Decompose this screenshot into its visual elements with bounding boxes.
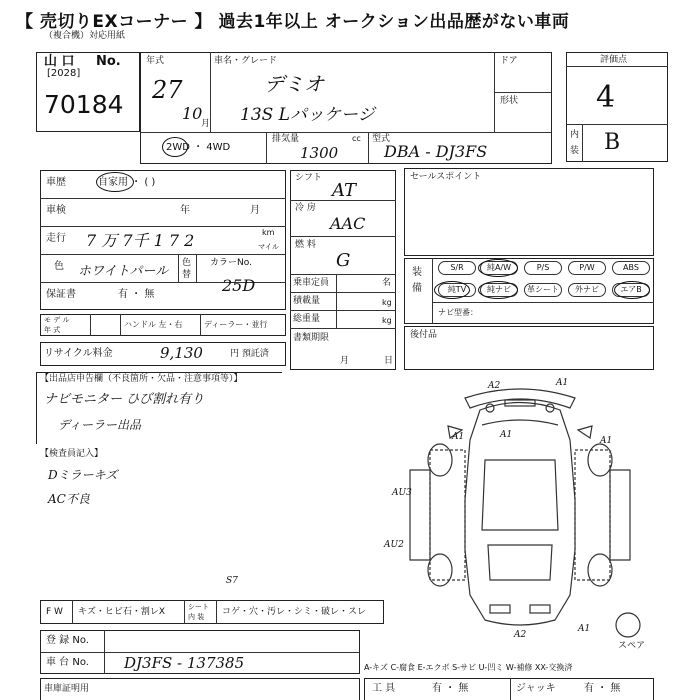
color-code-label: カラーNo. (210, 258, 252, 268)
year-month-value: 10 (182, 104, 203, 123)
small-code: [2028] (47, 68, 81, 79)
spare-tire-icon (616, 613, 640, 637)
damage-mark-8: A2 (514, 630, 527, 640)
drive-options: 2WD ・ 4WD (166, 142, 231, 153)
color-code-value: 25D (222, 276, 256, 295)
repaint-label-2: 替 (182, 270, 192, 280)
damage-mark-5: AU3 (392, 488, 412, 498)
model-row-label-1: モ デ ル (44, 316, 70, 324)
warranty-options: 有 ・ 無 (118, 289, 155, 300)
type-code-value: DBA - DJ3FS (384, 142, 488, 161)
type-label: 型式 (372, 134, 391, 144)
inspector-line-1: Dミラーキズ (48, 468, 118, 482)
car-damage-diagram (370, 380, 670, 650)
ac-value: AAC (330, 214, 366, 233)
no-label: No. (96, 54, 121, 69)
document-label: 書類期限 (293, 333, 330, 343)
fw-label: F W (46, 607, 63, 617)
inspector-line-2: AC不良 (48, 492, 90, 506)
notes-line-2: ディーラー出品 (58, 418, 142, 432)
recycle-unit: 円 預託済 (230, 349, 269, 359)
equipment-item: 革シート (524, 283, 562, 297)
history-label: 車歴 (46, 177, 66, 188)
equipment-item: 純A/W (480, 261, 518, 275)
equipment-item: S/R (438, 261, 476, 275)
grade-value: 13S Lパッケージ (240, 105, 375, 125)
lot-number: 70184 (44, 90, 124, 119)
color-label: 色 (54, 261, 64, 272)
repaint-label-1: 色 (182, 258, 192, 268)
mileage-value: 7 万 7千 1 7 2 (86, 231, 195, 250)
notes-label: 【出品店申告欄（不良箇所・欠品・注意事項等）】 (40, 374, 243, 384)
recycle-label: リサイクル料金 (44, 348, 113, 359)
damage-mark-2: A1 (556, 378, 569, 388)
damage-mark-10: S7 (226, 576, 238, 586)
reg-label: 登 録 No. (46, 635, 89, 646)
damage-mark-9: A1 (578, 624, 591, 634)
equipment-label-2: 備 (412, 283, 422, 294)
score-value: 4 (596, 80, 616, 115)
equipment-item: エアB (612, 283, 650, 297)
document-day: 日 (384, 356, 394, 366)
mileage-label: 走行 (46, 233, 66, 244)
shape-label: 形状 (500, 96, 519, 106)
inspection-year-unit: 年 (180, 205, 190, 216)
history-circle (96, 172, 134, 192)
damage-mark-7: A1 (600, 436, 613, 446)
km-unit: km (262, 228, 275, 237)
recycle-amount: 9,130 (160, 344, 203, 362)
model-row-label-2: 年 式 (44, 326, 61, 334)
tools-options: 有 ・ 無 (432, 683, 469, 694)
venue-label: 山 口 (44, 54, 75, 69)
year-label: 年式 (146, 56, 165, 66)
dealer-label: ディーラー・並行 (204, 320, 268, 329)
year-era-value: 27 (152, 76, 183, 104)
selected-airbag-circle (614, 281, 650, 299)
seat-label-2: 内 装 (188, 613, 205, 621)
damage-mark-3: A1 (452, 432, 465, 442)
gross-label: 総重量 (293, 314, 321, 324)
fuel-value: G (336, 250, 351, 271)
equipment-item: 純ナビ (480, 283, 518, 297)
month-unit: 月 (201, 119, 211, 129)
displacement-unit: cc (352, 134, 361, 143)
model-name: デミオ (264, 72, 324, 96)
load-unit: kg (382, 298, 392, 307)
document-unit: 月 (340, 356, 350, 366)
handle-label: ハンドル 左・右 (124, 320, 183, 329)
ac-label: 冷 房 (295, 203, 316, 213)
interior-label-1: 内 (570, 130, 580, 140)
tools-label: 工 具 (372, 683, 396, 694)
inspection-month-unit: 月 (250, 205, 260, 216)
seat-options: コゲ・穴・汚レ・シミ・破レ・スレ (222, 607, 367, 617)
jack-label: ジャッキ (516, 683, 556, 694)
model-label: 車名・グレード (214, 56, 278, 66)
inspection-label: 車検 (46, 205, 66, 216)
size-label: 車庫証明用 (44, 684, 90, 694)
damage-mark-1: A2 (488, 381, 501, 391)
selected-aw-circle (478, 259, 518, 277)
capacity-unit: 名 (382, 278, 392, 288)
shift-value: AT (332, 180, 357, 201)
equipment-label-1: 装 (412, 267, 422, 278)
warranty-label: 保証書 (46, 289, 76, 300)
form-subtitle: （複合機）対応用紙 (44, 31, 126, 41)
equipment-item: 外ナビ (568, 283, 606, 297)
interior-label-2: 装 (570, 146, 580, 156)
selected-navi-circle (478, 281, 518, 299)
equipment-item: 純TV (438, 283, 476, 297)
notes-line-1: ナビモニター ひび割れ有り (44, 392, 205, 407)
spare-label: スペア (618, 641, 646, 651)
color-value: ホワイトパール (78, 264, 169, 279)
shift-label: シフト (295, 173, 323, 183)
fw-options: キズ・ヒビ石・割レX (78, 607, 165, 617)
gross-unit: kg (382, 316, 392, 325)
damage-legend: A-キズ C-腐食 E-エクボ S-サビ U-凹ミ W-補修 XX-交換済 (364, 663, 573, 672)
interior-value: B (604, 130, 621, 155)
drive-circle (162, 137, 188, 157)
aftermarket-label: 後付品 (410, 330, 438, 340)
equipment-item: ABS (612, 261, 650, 275)
jack-options: 有 ・ 無 (584, 683, 621, 694)
damage-mark-6: AU2 (384, 540, 404, 550)
damage-mark-4: A1 (500, 430, 513, 440)
aftermarket-box (404, 326, 654, 370)
load-label: 積載量 (293, 296, 321, 306)
sales-point-label: セールスポイント (410, 172, 482, 182)
mile-unit: マイル (258, 243, 279, 251)
equipment-item: P/S (524, 261, 562, 275)
chassis-value: DJ3FS - 137385 (124, 654, 245, 672)
navi-model-label: ナビ型番： (438, 308, 478, 317)
capacity-label: 乗車定員 (293, 278, 330, 288)
selected-tv-circle (434, 281, 470, 299)
equipment-item: P/W (568, 261, 606, 275)
page-title: 【 売切りEXコーナー 】 過去1年以上 オークション出品歴がない車両 (16, 12, 570, 32)
inspector-label: 【検査員記入】 (40, 449, 104, 459)
score-label: 評価点 (600, 55, 628, 65)
displacement-label: 排気量 (272, 134, 300, 144)
door-label: ドア (500, 56, 518, 66)
chassis-label: 車 台 No. (46, 657, 89, 668)
displacement-value: 1300 (300, 144, 339, 162)
fuel-label: 燃 料 (295, 240, 316, 250)
history-options: 自家用 ・ ( ) (98, 177, 156, 188)
seat-label-1: シート (188, 603, 209, 611)
